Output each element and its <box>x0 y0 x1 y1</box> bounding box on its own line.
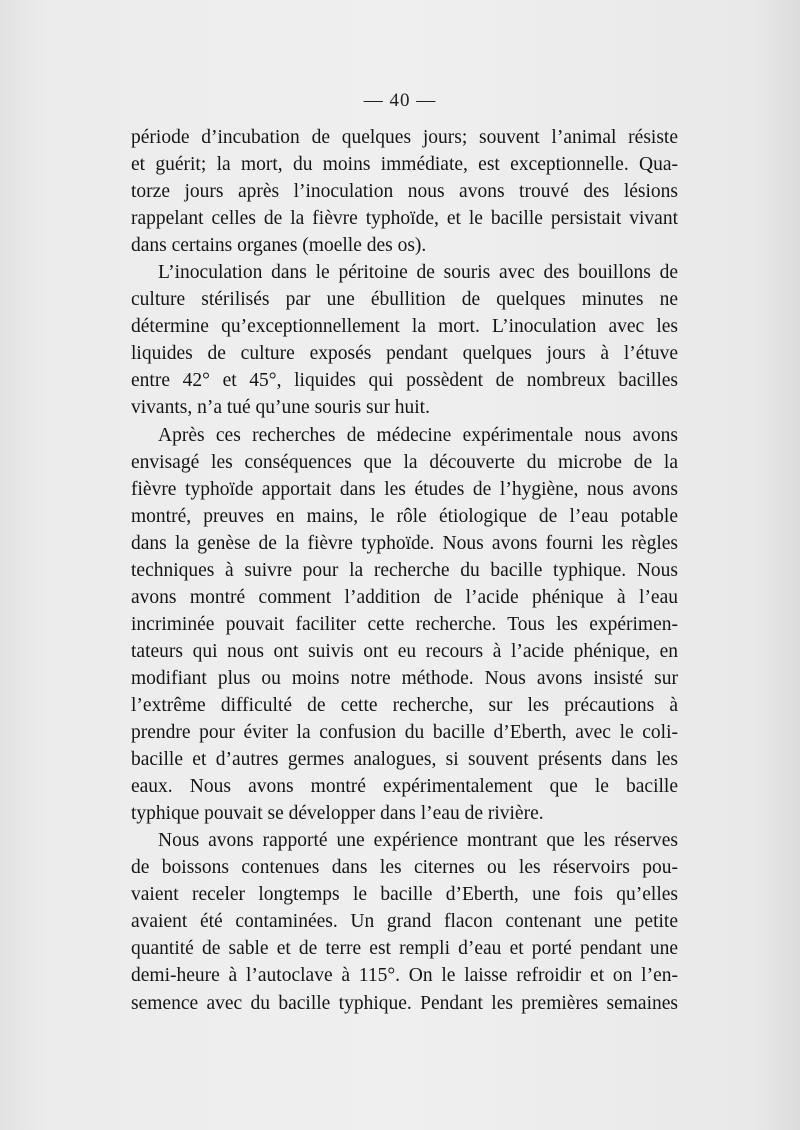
text-line: quantité de sable et de terre est rempli d’eau et porté pendant une <box>131 938 678 960</box>
text-line: bacille et d’autres germes analogues, si souvent présents dans les <box>131 749 678 771</box>
text-line: détermine qu’exceptionnellement la mort. L’inoculation avec les <box>131 316 678 338</box>
paragraph-start-line: Nous avons rapporté une expérience montrant que les réserves <box>158 830 678 852</box>
text-line: liquides de culture exposés pendant quelques jours à l’étuve <box>131 343 678 365</box>
text-line: dans certains organes (moelle des os). <box>131 235 427 257</box>
text-line: l’extrême difficulté de cette recherche, sur les précautions à <box>131 694 678 716</box>
text-line: semence avec du bacille typhique. Pendant les premières semaines <box>131 992 678 1014</box>
text-line: techniques à suivre pour la recherche du bacille typhique. Nous <box>131 559 678 581</box>
text-line: typhique pouvait se développer dans l’eau de rivière. <box>131 803 544 825</box>
text-line: entre 42° et 45°, liquides qui possèdent de nombreux bacilles <box>131 370 678 392</box>
text-line: vivants, n’a tué qu’une souris sur huit. <box>131 397 430 419</box>
text-line: envisagé les conséquences que la découverte du microbe de la <box>131 451 678 473</box>
page-number: — 40 — <box>363 90 437 111</box>
text-line: de boissons contenues dans les citernes ou les réservoirs pou- <box>131 857 678 879</box>
text-line: incriminée pouvait faciliter cette recherche. Tous les expérimen- <box>131 613 678 635</box>
text-line: tateurs qui nous ont suivis ont eu recours à l’acide phénique, en <box>131 640 678 662</box>
text-line: et guérit; la mort, du moins immédiate, est exceptionnelle. Qua- <box>131 154 678 176</box>
text-line: montré, preuves en mains, le rôle étiologique de l’eau potable <box>131 505 678 527</box>
text-line: avaient été contaminées. Un grand flacon contenant une petite <box>131 911 678 933</box>
text-line: période d’incubation de quelques jours; souvent l’animal résiste <box>131 127 678 148</box>
text-line: modifiant plus ou moins notre méthode. Nous avons insisté sur <box>131 667 678 689</box>
text-line: vaient receler longtemps le bacille d’Eberth, une fois qu’elles <box>131 884 678 906</box>
paragraph-start-line: Après ces recherches de médecine expérimentale nous avons <box>158 424 678 446</box>
text-line: fièvre typhoïde apportait dans les études de l’hygiène, nous avons <box>131 478 678 500</box>
text-line: rappelant celles de la fièvre typhoïde, et le bacille persistait vivant <box>131 208 678 230</box>
paragraph-start-line: L’inoculation dans le péritoine de souris avec des bouillons de <box>158 262 678 284</box>
text-line: avons montré comment l’addition de l’acide phénique à l’eau <box>131 586 678 608</box>
text-line: prendre pour éviter la confusion du bacille d’Eberth, avec le coli- <box>131 722 678 744</box>
body-text <box>131 124 678 1017</box>
text-line: demi-heure à l’autoclave à 115°. On le laisse refroidir et on l’en- <box>131 965 678 987</box>
text-line: culture stérilisés par une ébullition de quelques minutes ne <box>131 289 678 311</box>
text-line: dans la genèse de la fièvre typhoïde. Nous avons fourni les règles <box>131 532 678 554</box>
text-line: torze jours après l’inoculation nous avons trouvé des lésions <box>131 181 678 203</box>
text-line: eaux. Nous avons montré expérimentalement que le bacille <box>131 776 678 798</box>
